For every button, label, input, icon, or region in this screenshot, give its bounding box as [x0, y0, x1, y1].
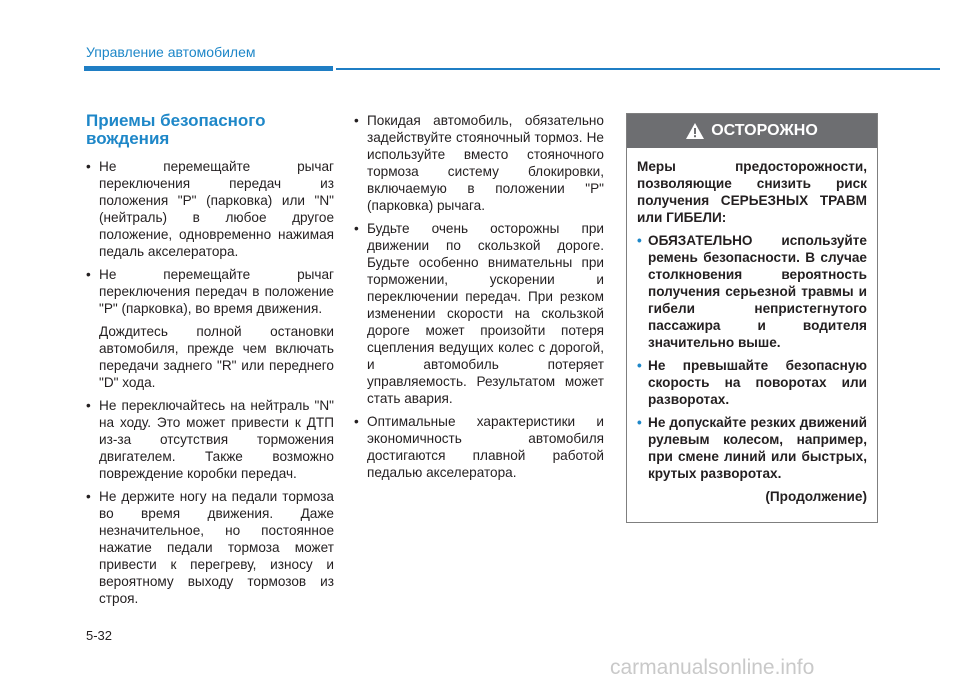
- list-item: [86, 266, 334, 391]
- warning-box: [626, 113, 878, 523]
- section-title-line2: вождения: [86, 129, 170, 148]
- page-number: 5-32: [86, 628, 113, 643]
- list-item-text: • Не перемещайте рычаг переключения передач в положение "P" (парковка), во время движения.: [99, 267, 334, 316]
- middle-bullet-list: [354, 112, 604, 481]
- left-column: [86, 112, 334, 613]
- warning-header: [627, 114, 877, 148]
- warning-list: [637, 232, 867, 482]
- list-item: • Будьте очень осторожны при движении по скользкой дороге. Будьте особенно внимательны при торможении, ускорении и переключении передач. При резком изменении скорости на скользкой дороге может произойти потеря сцепления ведущих колес с дорогой, и автомобиль потеряет управляемость. Результатом может стать авария.: [354, 220, 604, 407]
- list-item: • Оптимальные характеристики и экономичность автомобиля достигаются плавной работой педалью акселератора.: [354, 413, 604, 481]
- header-rule-thin: [336, 68, 940, 70]
- list-item: • Не перемещайте рычаг переключения передач из положения "P" (парковка) или "N" (нейтраль) в любое другое положение, одновременно нажимая педаль акселератора.: [86, 158, 334, 260]
- watermark: carmanualsonline.info: [610, 656, 815, 679]
- list-item: • ОБЯЗАТЕЛЬНО используйте ремень безопасности. В случае столкновения вероятность получения серьезной травмы и гибели непристегнутого пассажира и водителя значительно выше.: [637, 232, 867, 351]
- list-item: • Не переключайтесь на нейтраль "N" на ходу. Это может привести к ДТП из-за отсутствия торможения двигателем. Также возможно повреждение коробки передач.: [86, 397, 334, 482]
- section-title-line1: Приемы безопасного: [86, 111, 266, 130]
- warning-continued: (Продолжение): [765, 489, 867, 504]
- warning-body: [627, 148, 877, 505]
- header-rule-thick: [84, 66, 333, 71]
- list-item-note: Дождитесь полной остановки автомобиля, прежде чем включать передачи заднего "R" или переднего "D" хода.: [99, 324, 334, 390]
- left-bullet-list: [86, 158, 334, 607]
- list-item: • Не держите ногу на педали тормоза во время движения. Даже незначительное, но постоянное нажатие педали тормоза может привести к перегреву, износу и вероятному выходу тормозов из строя.: [86, 488, 334, 607]
- list-item: • Не допускайте резких движений рулевым колесом, например, при смене линий или быстрых, крутых разворотах.: [637, 414, 867, 482]
- warning-triangle-icon: [686, 123, 704, 139]
- warning-intro: Меры предосторожности, позволяющие снизить риск получения СЕРЬЕЗНЫХ ТРАВМ или ГИБЕЛИ:: [637, 159, 867, 225]
- list-item: • Не превышайте безопасную скорость на поворотах или разворотах.: [637, 357, 867, 408]
- middle-column: [354, 112, 604, 487]
- header-title: Управление автомобилем: [86, 44, 256, 60]
- list-item: • Покидая автомобиль, обязательно задействуйте стояночный тормоз. Не используйте вместо стояночного тормоза систему блокировки, включаемую в положении "P" (парковка) рычага.: [354, 112, 604, 214]
- section-title: [86, 112, 334, 148]
- warning-header-label: ОСТОРОЖНО: [711, 122, 818, 139]
